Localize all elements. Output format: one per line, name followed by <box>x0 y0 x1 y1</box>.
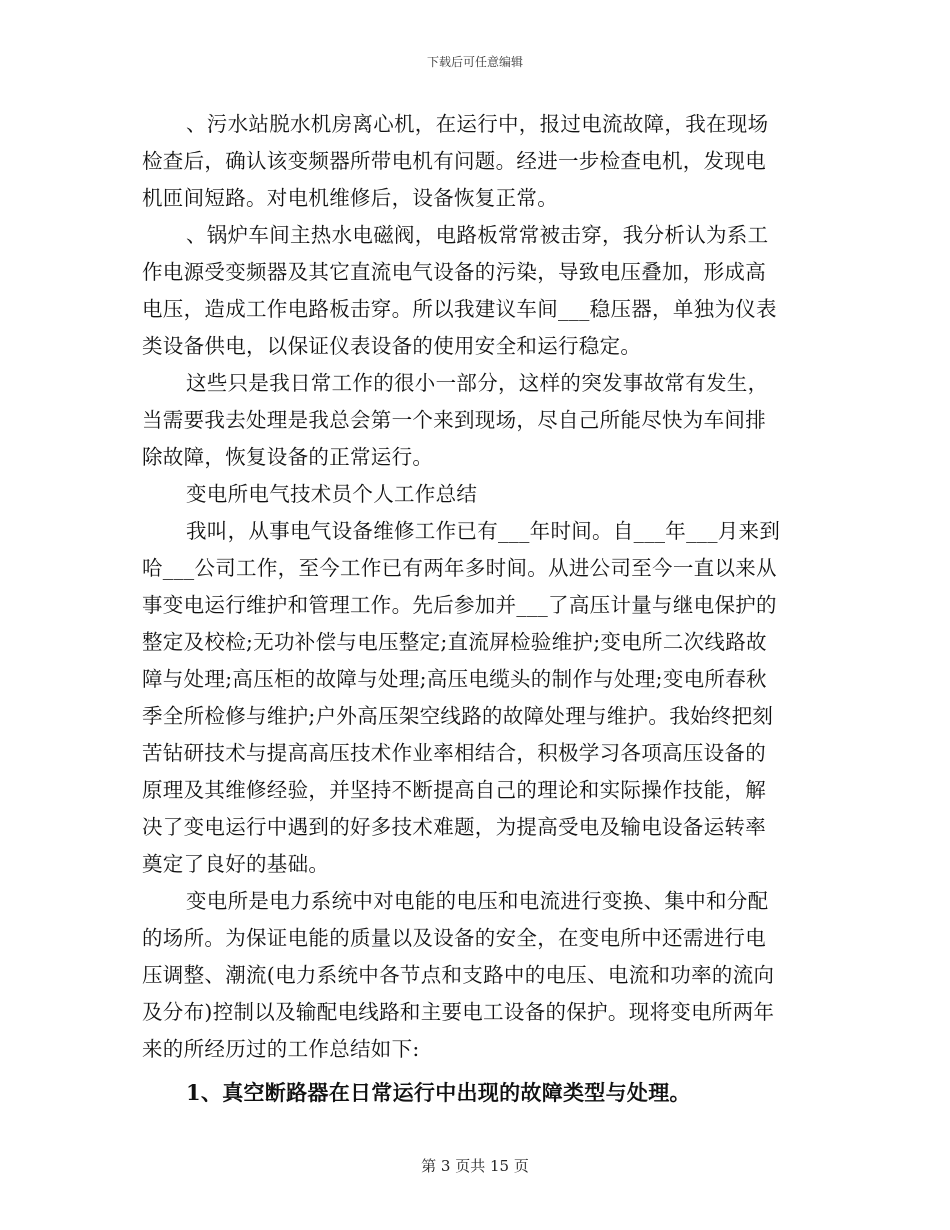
text-line: 、污水站脱水机房离心机，在运行中，报过电流故障，我在现场 <box>186 112 769 136</box>
page-header: 下载后可任意编辑 <box>426 55 523 69</box>
text-line: 类设备供电，以保证仪表设备的使用安全和运行稳定。 <box>142 334 642 358</box>
text-line: 当需要我去处理是我总会第一个来到现场，尽自己所能尽快为车间排 <box>142 408 766 432</box>
text-line: 来的所经历过的工作总结如下: <box>142 1037 420 1061</box>
text-line: 障与处理;高压柜的故障与处理;高压电缆头的制作与处理;变电所春秋 <box>142 667 767 691</box>
text-line: 作电源受变频器及其它直流电气设备的污染，导致电压叠加，形成高 <box>142 260 766 284</box>
text-line: 哈___公司工作，至今工作已有两年多时间。从进公司至今一直以来从 <box>142 556 777 580</box>
text-line: 这些只是我日常工作的很小一部分，这样的突发事故常有发生， <box>186 371 769 395</box>
text-line: 检查后，确认该变频器所带电机有问题。经进一步检查电机，发现电 <box>142 149 766 173</box>
text-line: 除故障，恢复设备的正常运行。 <box>142 445 434 469</box>
paragraph <box>142 106 810 217</box>
section-heading <box>142 1074 810 1111</box>
text-line: 机匝间短路。对电机维修后，设备恢复正常。 <box>142 186 558 210</box>
text-line: 事变电运行维护和管理工作。先后参加并___了高压计量与继电保护的 <box>142 593 777 617</box>
text-line: 变电所是电力系统中对电能的电压和电流进行变换、集中和分配 <box>186 889 769 913</box>
text-line: 季全所检修与维护;户外高压架空线路的故障处理与维护。我始终把刻 <box>142 704 774 728</box>
text-line: 苦钻研技术与提高高压技术作业率相结合，积极学习各项高压设备的 <box>142 741 766 765</box>
text-line: 我叫，从事电气设备维修工作已有___年时间。自___年___月来到 <box>186 519 781 543</box>
text-line: 原理及其维修经验，并坚持不断提高自己的理论和实际操作技能，解 <box>142 778 766 802</box>
text-line: 决了变电运行中遇到的好多技术难题，为提高受电及输电设备运转率 <box>142 815 766 839</box>
text-line: 奠定了良好的基础。 <box>142 852 330 876</box>
paragraph <box>142 365 810 476</box>
text-line: 及分布)控制以及输配电线路和主要电工设备的保护。现将变电所两年 <box>142 1000 775 1024</box>
text-line: 、锅炉车间主热水电磁阀，电路板常常被击穿，我分析认为系工 <box>186 223 769 247</box>
text-line: 变电所电气技术员个人工作总结 <box>186 482 478 506</box>
section-title <box>142 476 810 513</box>
text-line: 的场所。为保证电能的质量以及设备的安全，在变电所中还需进行电 <box>142 926 766 950</box>
document-body <box>142 106 810 1111</box>
paragraph <box>142 217 810 365</box>
text-line: 1、真空断路器在日常运行中出现的故障类型与处理。 <box>186 1080 691 1105</box>
page-number: 第 3 页共 15 页 <box>421 1157 529 1175</box>
paragraph <box>142 883 810 1068</box>
paragraph <box>142 513 810 883</box>
text-line: 电压，造成工作电路板击穿。所以我建议车间___稳压器，单独为仪表 <box>142 297 777 321</box>
text-line: 整定及校检;无功补偿与电压整定;直流屏检验维护;变电所二次线路故 <box>142 630 767 654</box>
text-line: 压调整、潮流(电力系统中各节点和支路中的电压、电流和功率的流向 <box>142 963 775 987</box>
